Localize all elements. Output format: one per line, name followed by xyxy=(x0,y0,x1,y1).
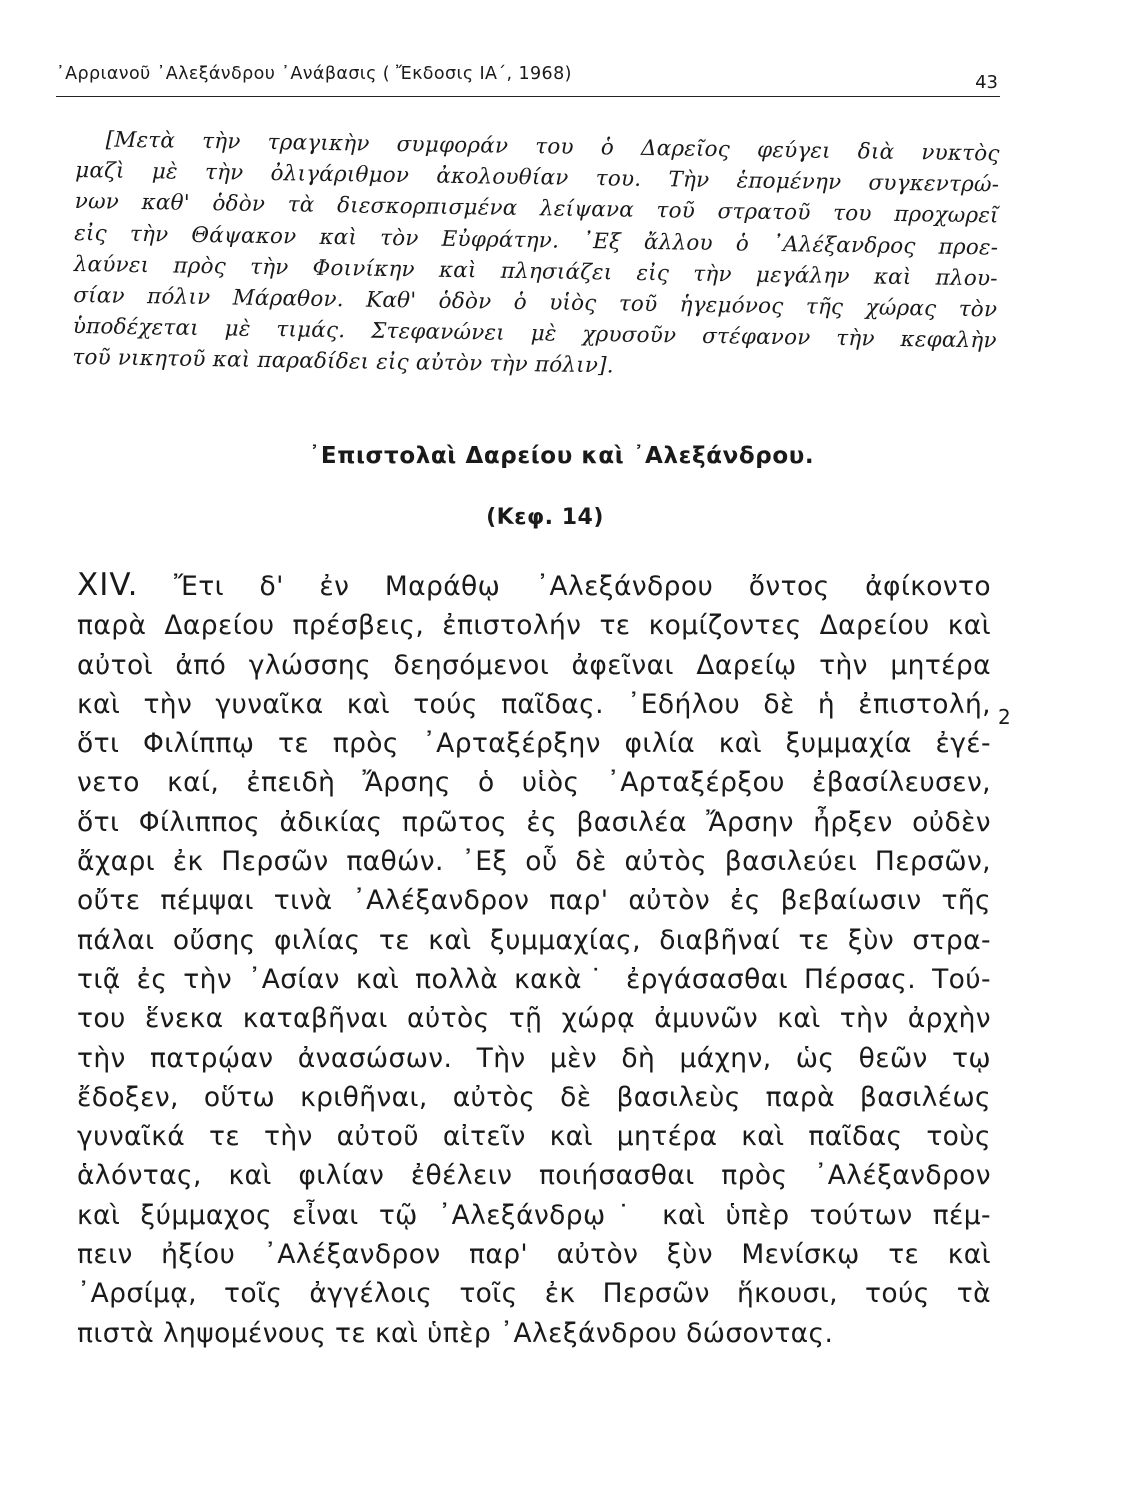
main-text-line: ἄχαρι ἐκ Περσῶν παθών. ᾿Εξ οὗ δὲ αὐτὸς βασιλεύει Περσῶν, xyxy=(77,846,991,878)
main-text-line: παρὰ Δαρείου πρέσβεις, ἐπιστολήν τε κομίζοντες Δαρείου καὶ xyxy=(77,610,991,642)
chapter-numeral: XIV. xyxy=(77,567,139,603)
main-text-line: καὶ ξύμμαχος εἶναι τῷ ᾿Αλεξάνδρῳ˙ καὶ ὑπὲρ τούτων πέμ- xyxy=(77,1199,991,1231)
main-text-line: οὔτε πέμψαι τινὰ ᾿Αλέξανδρον παρ' αὐτὸν ἐς βεβαίωσιν τῆς xyxy=(77,885,991,917)
main-text-line: νετο καί, ἐπειδὴ Ἄρσης ὁ υἱὸς ᾿Αρταξέρξου ἐβασίλευσεν, xyxy=(77,767,991,799)
main-text-line: αὐτοὶ ἀπό γλώσσης δεησόμενοι ἀφεῖναι Δαρείῳ τὴν μητέρα xyxy=(77,649,991,681)
summary-line: τοῦ νικητοῦ καὶ παραδίδει εἰς αὐτὸν τὴν πόλιν]. xyxy=(72,345,614,379)
main-text-line: τιᾷ ἐς τὴν ᾿Ασίαν καὶ πολλὰ κακὰ˙ ἐργάσασθαι Πέρσας. Τού- xyxy=(77,963,991,995)
main-text-line: τὴν πατρῴαν ἀνασώσων. Τὴν μὲν δὴ μάχην, ὡς θεῶν τῳ xyxy=(77,1042,991,1074)
chapter-summary xyxy=(72,124,1000,388)
summary-line: [Μετὰ τὴν τραγικὴν συμφοράν του ὁ Δαρεῖος φεύγει διὰ νυκτὸς xyxy=(105,127,1000,167)
main-text-line: πάλαι οὔσης φιλίας τε καὶ ξυμμαχίας, διαβῆναί τε ξὺν στρα- xyxy=(77,924,991,956)
main-text-line: ὅτι Φίλιππος ἀδικίας πρῶτος ἐς βασιλέα Ἄρσην ἦρξεν οὐδὲν xyxy=(77,806,991,838)
first-line-text: Ἔτι δ' ἐν Μαράθῳ ᾿Αλεξάνδρου ὄντος ἀφίκοντο xyxy=(174,571,991,602)
main-greek-text xyxy=(77,566,991,1353)
running-header xyxy=(56,62,1000,97)
paragraph-margin-number: 2 xyxy=(998,705,1011,729)
summary-line: νων καθ' ὁδὸν τὰ διεσκορπισμένα λείψανα τοῦ στρατοῦ του προχωρεῖ xyxy=(74,189,999,229)
summary-line: μαζὶ μὲ τὴν ὀλιγάριθμον ἀκολουθίαν του. Τὴν ἑπομένην συγκεντρώ- xyxy=(75,158,1000,198)
page-number: 43 xyxy=(975,72,998,93)
main-text-line: πειν ἠξίου ᾿Αλέξανδρον παρ' αὐτὸν ξὺν Μενίσκῳ τε καὶ xyxy=(77,1239,991,1271)
main-text-line xyxy=(77,566,991,606)
main-text-line: γυναῖκά τε τὴν αὐτοῦ αἰτεῖν καὶ μητέρα καὶ παῖδας τοὺς xyxy=(77,1121,991,1153)
summary-line: ὑποδέχεται μὲ τιμάς. Στεφανώνει μὲ χρυσοῦν στέφανον τὴν κεφαλὴν xyxy=(72,314,997,354)
summary-line: σίαν πόλιν Μάραθον. Καθ' ὁδὸν ὁ υἱὸς τοῦ ἡγεμόνος τῆς χώρας τὸν xyxy=(73,282,998,323)
main-text-line: πιστὰ ληψομένους τε καὶ ὑπὲρ ᾿Αλεξάνδρου δώσοντας. xyxy=(77,1317,834,1349)
summary-line: εἰς τὴν Θάψακον καὶ τὸν Εὐφράτην. ᾿Εξ ἄλλου ὁ ᾿Αλέξανδρος προε- xyxy=(74,220,999,261)
summary-line: λαύνει πρὸς τὴν Φοινίκην καὶ πλησιάζει εἰς τὴν μεγάλην καὶ πλου- xyxy=(73,251,998,292)
main-text-line: του ἕνεκα καταβῆναι αὐτὸς τῇ χώρᾳ ἀμυνῶν καὶ τὴν ἀρχὴν xyxy=(77,1003,991,1035)
main-text-line: ἔδοξεν, οὕτω κριθῆναι, αὐτὸς δὲ βασιλεὺς παρὰ βασιλέως xyxy=(77,1081,991,1113)
main-text-line: ᾿Αρσίμᾳ, τοῖς ἀγγέλοις τοῖς ἐκ Περσῶν ἥκουσι, τούς τὰ xyxy=(77,1278,991,1310)
section-heading: ᾿Επιστολαὶ Δαρείου καὶ ᾿Αλεξάνδρου. xyxy=(308,443,815,469)
main-text-line: ὅτι Φιλίππῳ τε πρὸς ᾿Αρταξέρξην φιλία καὶ ξυμμαχία ἐγέ- xyxy=(77,728,991,760)
main-text-line: καὶ τὴν γυναῖκα καὶ τούς παῖδας. ᾿Εδήλου δὲ ἡ ἐπιστολή, xyxy=(77,688,991,720)
chapter-reference: (Κεφ. 14) xyxy=(486,505,604,530)
running-title: ᾿Αρριανοῦ ᾿Αλεξάνδρου ᾿Ανάβασις ( Ἔκδοσις ΙΑ΄, 1968) xyxy=(56,64,572,84)
main-text-line: ἁλόντας, καὶ φιλίαν ἐθέλειν ποιήσασθαι πρὸς ᾿Αλέξανδρον xyxy=(77,1160,991,1192)
